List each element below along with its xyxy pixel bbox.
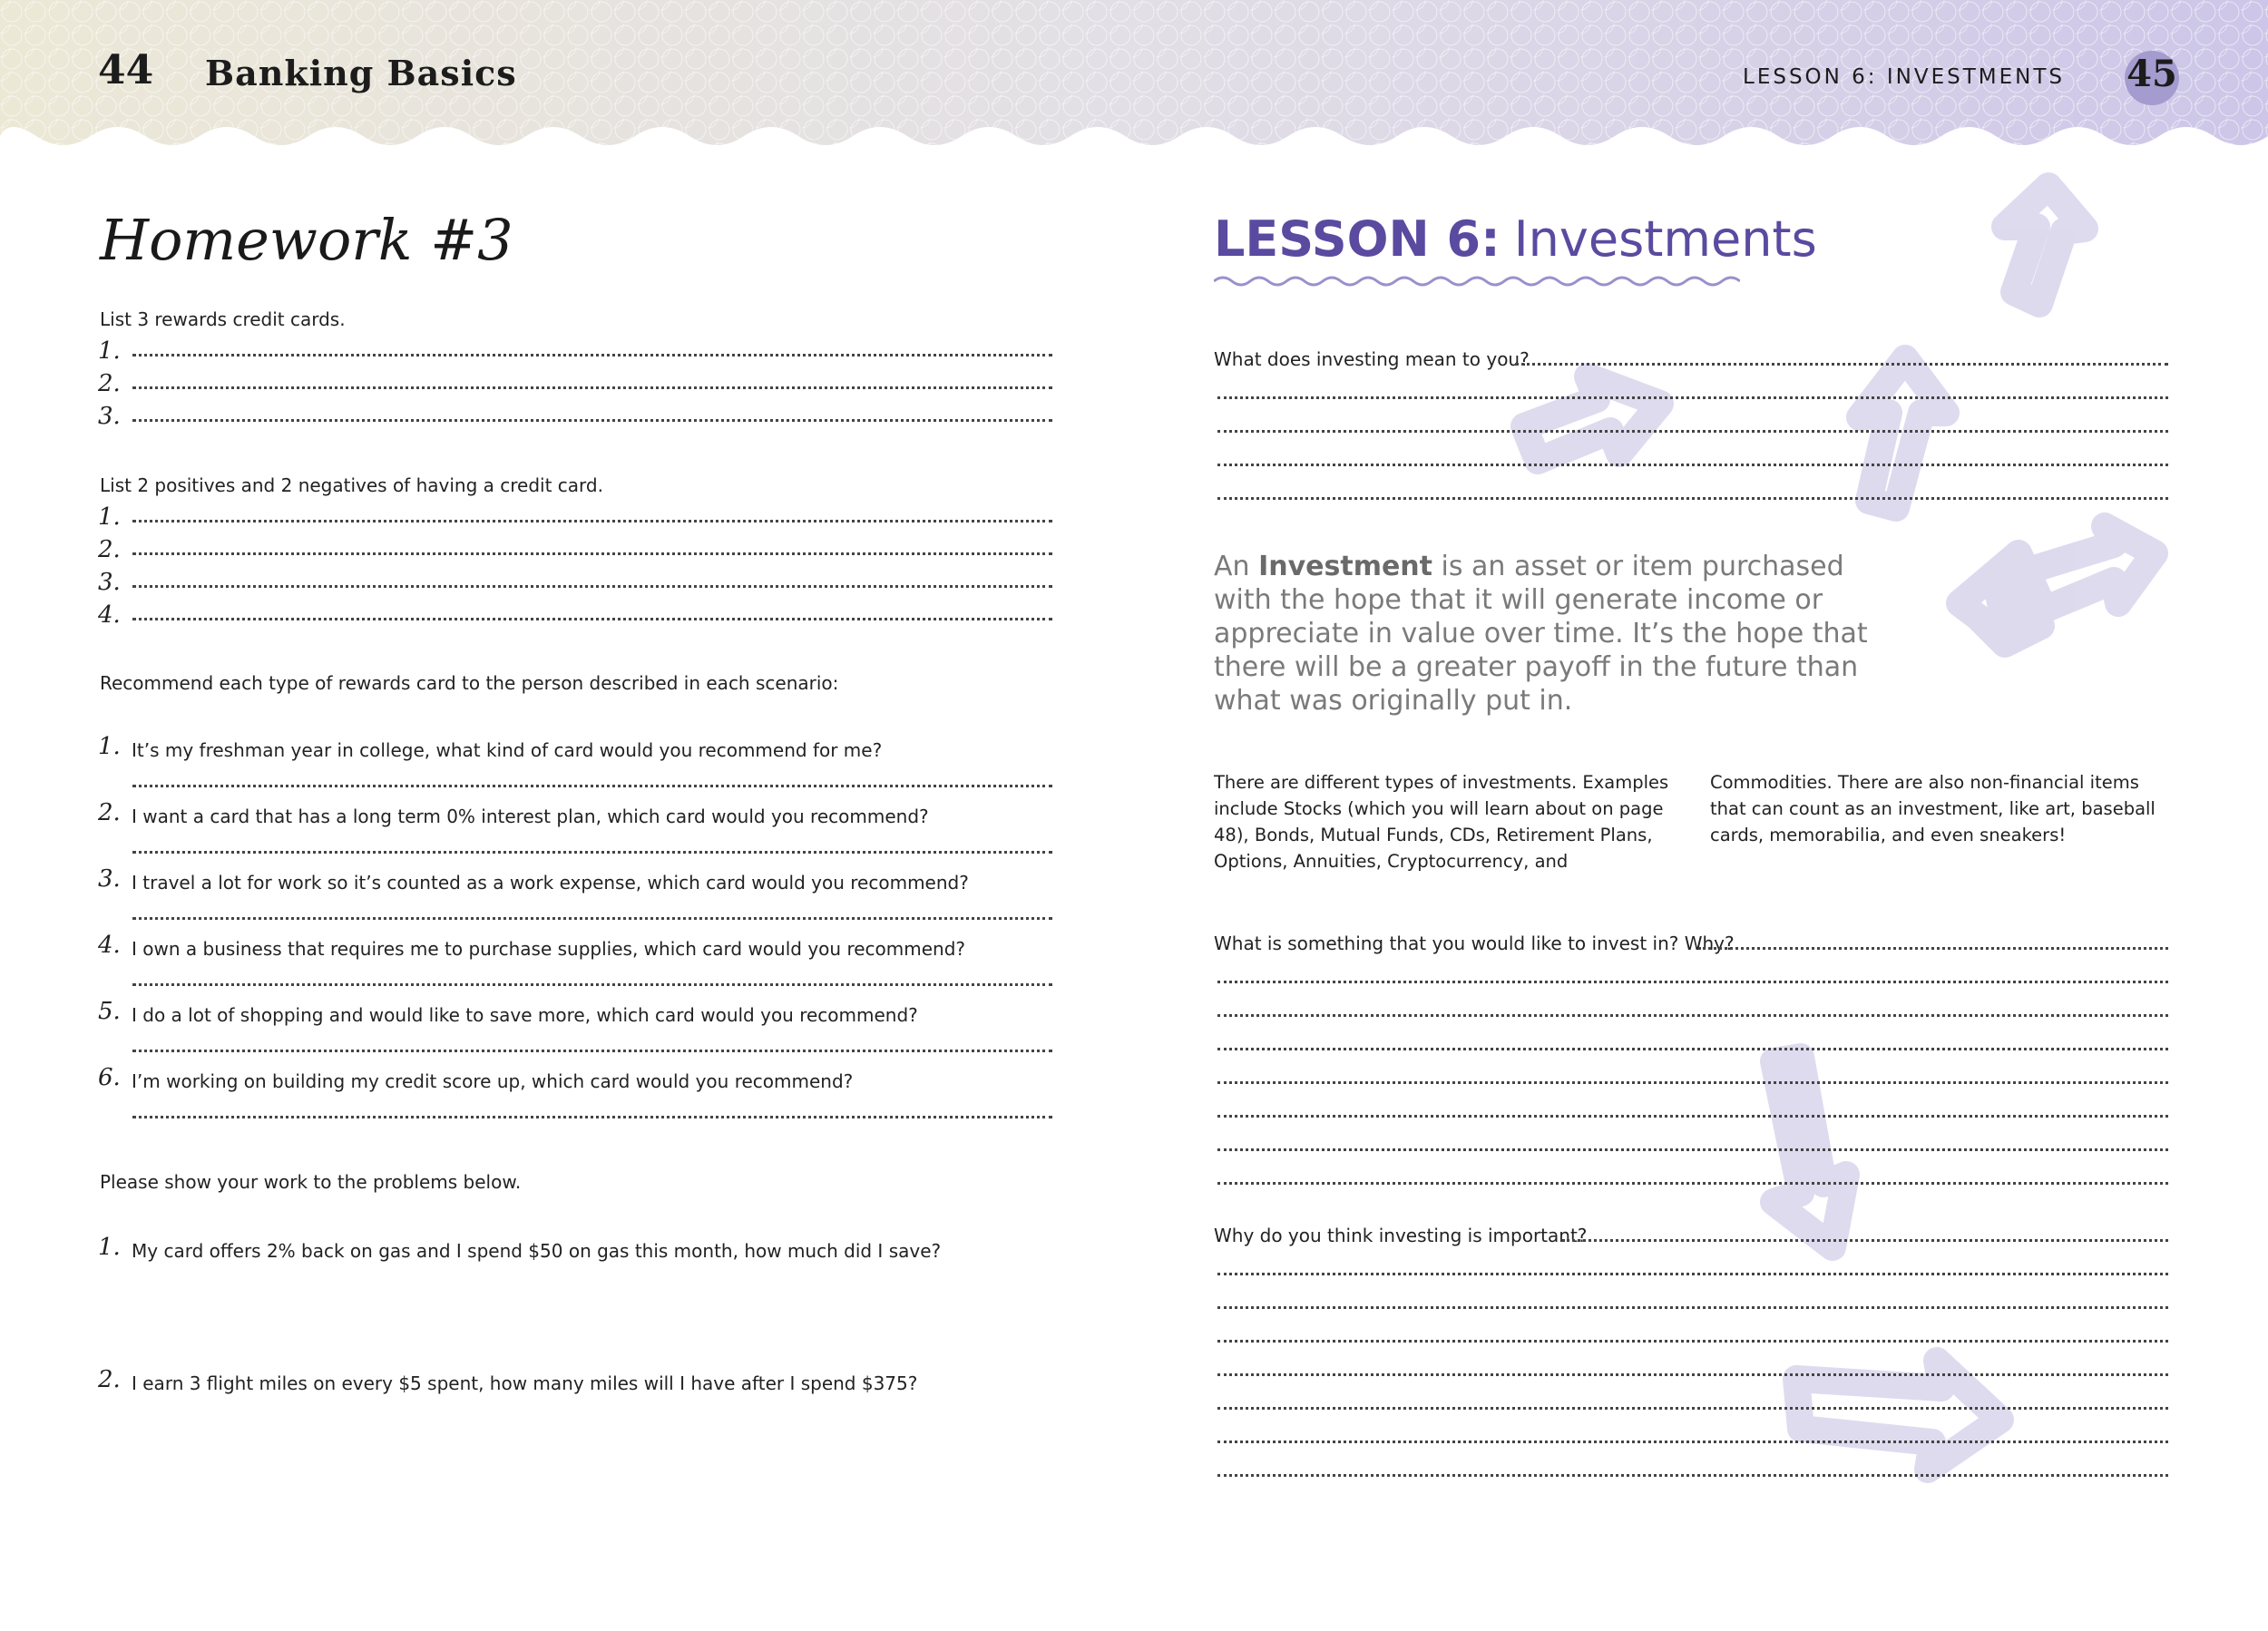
body-text-column-2: Commodities. There are also non-financial items that can count as an investment, like art, baseball cards, memorabilia, and even sneakers!: [1710, 772, 2156, 845]
lesson-title: [1214, 210, 1817, 268]
list-number: 6.: [98, 1064, 121, 1091]
definition-term: Investment: [1258, 551, 1433, 582]
homework-title: Homework #3: [100, 207, 513, 273]
scenario-text: I’m working on building my credit score up, which card would you recommend?: [132, 1070, 854, 1092]
answer-line[interactable]: [132, 585, 1052, 588]
answer-line[interactable]: [132, 1116, 1052, 1118]
up-arrow-icon: [2005, 186, 2085, 304]
running-head-lesson: LESSON 6: INVESTMENTS: [1743, 65, 2065, 89]
list-number: 1.: [98, 733, 121, 760]
answer-line[interactable]: [132, 419, 1052, 422]
answer-line[interactable]: [1217, 1441, 2168, 1443]
answer-line[interactable]: [1217, 396, 2168, 399]
answer-line[interactable]: [132, 386, 1052, 389]
answer-line[interactable]: [1217, 1048, 2168, 1050]
list-number: 1.: [98, 503, 121, 531]
answer-line[interactable]: [132, 917, 1052, 920]
question-prompt: Recommend each type of rewards card to the person described in each scenario:: [100, 672, 839, 694]
list-number: 2.: [98, 1366, 121, 1393]
answer-line[interactable]: [1217, 430, 2168, 433]
up-arrow-icon: [1860, 358, 1946, 508]
lesson-subject: Investments: [1513, 210, 1817, 268]
answer-line[interactable]: [1217, 1148, 2168, 1151]
question-prompt: What is something that you would like to invest in? Why?: [1214, 933, 1740, 954]
book-title: Banking Basics: [205, 53, 517, 93]
list-number: 3.: [98, 569, 121, 596]
list-number: 3.: [98, 865, 121, 893]
answer-line[interactable]: [1217, 981, 2168, 983]
answer-line[interactable]: [1217, 1273, 2168, 1275]
left-page-number: 44: [98, 47, 154, 93]
problem-text: I earn 3 flight miles on every $5 spent, how many miles will I have after I spend $375?: [132, 1372, 918, 1394]
answer-line[interactable]: [132, 1050, 1052, 1052]
question-prompt: Why do you think investing is important?: [1214, 1225, 1592, 1246]
answer-line[interactable]: [1217, 1474, 2168, 1477]
answer-line[interactable]: [1217, 464, 2168, 466]
scenario-text: I own a business that requires me to purchase supplies, which card would you recommend?: [132, 938, 966, 960]
list-number: 1.: [98, 337, 121, 365]
wavy-underline: [1214, 272, 1740, 290]
answer-line[interactable]: [1217, 1182, 2168, 1185]
scenario-text: I travel a lot for work so it’s counted as a work expense, which card would you recommend?: [132, 872, 969, 894]
answer-line[interactable]: [1217, 1306, 2168, 1309]
answer-line[interactable]: [132, 520, 1052, 523]
question-prompt: Please show your work to the problems below.: [100, 1171, 522, 1193]
body-text-column-1: There are different types of investments. Examples include Stocks (which you will learn about on page 48), Bonds, Mutual Funds, CDs, Retirement Plans, Options, Annuities, Cryptocurrency, and: [1214, 772, 1669, 872]
question-prompt: What does investing mean to you?: [1214, 348, 1535, 370]
scenario-text: I want a card that has a long term 0% interest plan, which card would you recommend?: [132, 806, 929, 827]
definition-text: is an asset or item purchased with the hope that it will generate income or appreciate in value over time. It’s the hope that there will be a greater payoff in the future than what was originally put in.: [1214, 551, 1868, 717]
answer-line[interactable]: [1217, 1014, 2168, 1017]
answer-line[interactable]: [132, 354, 1052, 356]
answer-line[interactable]: [1217, 497, 2168, 500]
answer-line[interactable]: [132, 851, 1052, 854]
scenario-text: It’s my freshman year in college, what kind of card would you recommend for me?: [132, 739, 883, 761]
question-prompt: List 2 positives and 2 negatives of having a credit card.: [100, 474, 603, 496]
answer-line[interactable]: [132, 983, 1052, 986]
list-number: 1.: [98, 1234, 121, 1261]
answer-line[interactable]: [1217, 1081, 2168, 1084]
scenario-text: I do a lot of shopping and would like to save more, which card would you recommend?: [132, 1004, 918, 1026]
answer-line[interactable]: [1217, 1407, 2168, 1410]
investment-definition: [1214, 550, 1903, 718]
list-number: 5.: [98, 998, 121, 1025]
answer-line[interactable]: [1217, 1373, 2168, 1376]
down-arrow-icon: [1774, 1057, 1846, 1247]
answer-line[interactable]: [1217, 1340, 2168, 1343]
list-number: 2.: [98, 799, 121, 826]
answer-line[interactable]: [132, 552, 1052, 555]
answer-line[interactable]: [1515, 363, 2168, 366]
question-prompt: List 3 rewards credit cards.: [100, 308, 346, 330]
right-page-number: 45: [2126, 53, 2177, 95]
right-arrow-icon: [1524, 376, 1660, 461]
answer-line[interactable]: [132, 618, 1052, 620]
list-number: 2.: [98, 536, 121, 563]
right-arrow-icon: [1796, 1361, 2000, 1470]
list-number: 2.: [98, 370, 121, 397]
list-number: 4.: [98, 932, 121, 959]
definition-text: An: [1214, 551, 1259, 582]
list-number: 3.: [98, 403, 121, 430]
list-number: 4.: [98, 601, 121, 629]
answer-line[interactable]: [1698, 947, 2168, 950]
answer-line[interactable]: [1217, 1115, 2168, 1118]
answer-line[interactable]: [1562, 1239, 2168, 1242]
problem-text: My card offers 2% back on gas and I spend $50 on gas this month, how much did I save?: [132, 1240, 942, 1262]
answer-line[interactable]: [132, 785, 1052, 787]
lesson-label: LESSON 6:: [1214, 210, 1501, 268]
